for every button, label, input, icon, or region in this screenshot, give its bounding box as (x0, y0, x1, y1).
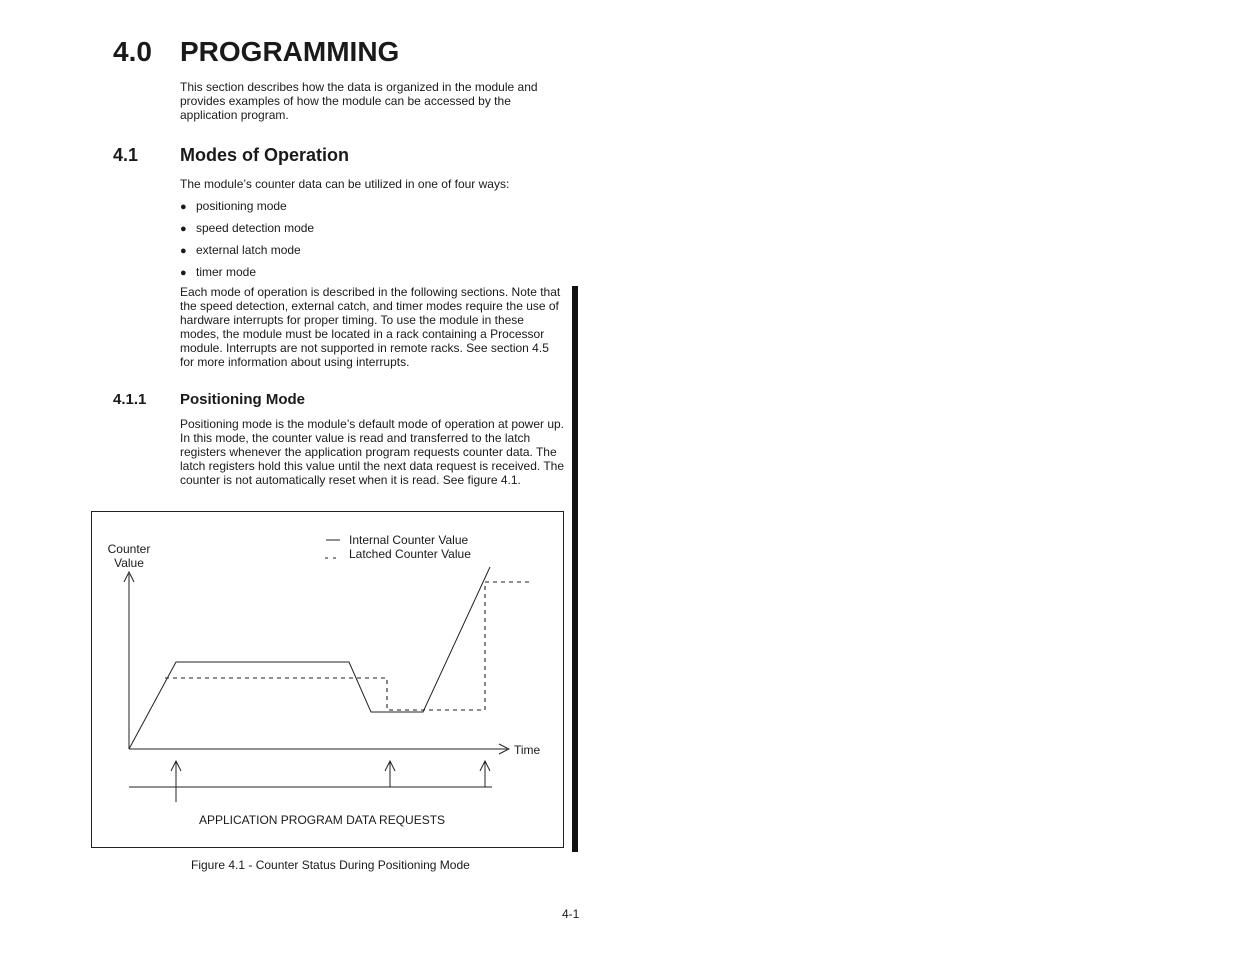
intro-paragraph: This section describes how the data is organized in the module and provides examples of how the module can be accessed by the application program. (180, 80, 538, 122)
y-axis-label-line1: Counter (107, 542, 151, 556)
subsection-number: 4.1 (113, 145, 139, 165)
y-axis-label-line2: Value (114, 556, 144, 570)
page-number: 4-1 (562, 907, 580, 921)
list-item (180, 199, 287, 214)
figure-box (91, 511, 564, 848)
bullet-icon: ● (180, 245, 187, 257)
list-item (180, 243, 301, 258)
list-item-label: external latch mode (196, 243, 301, 257)
subsubsection-title: Positioning Mode (180, 391, 305, 408)
subsection-title: Modes of Operation (180, 145, 350, 165)
bullet-icon: ● (180, 223, 187, 235)
list-item (180, 221, 314, 236)
list-item (180, 265, 256, 280)
figure-diagram (92, 512, 563, 847)
list-item-label: speed detection mode (196, 221, 315, 235)
x-axis-label: Time (514, 743, 541, 757)
requests-label: APPLICATION PROGRAM DATA REQUESTS (199, 813, 446, 827)
subsubsection-number: 4.1.1 (113, 391, 147, 408)
internal-counter-line (129, 567, 490, 749)
legend-internal-label: Internal Counter Value (349, 533, 469, 547)
change-bar (572, 286, 578, 852)
figure-caption: Figure 4.1 - Counter Status During Positioning Mode (191, 858, 470, 872)
section-number: 4.0 (113, 36, 152, 67)
latched-counter-line (165, 582, 531, 710)
list-item-label: positioning mode (196, 199, 287, 213)
legend-latched-label: Latched Counter Value (349, 547, 471, 561)
y-axis-label (106, 542, 152, 570)
modes-intro: The module’s counter data can be utilized in one of four ways: (180, 177, 510, 191)
section-title: PROGRAMMING (180, 36, 400, 67)
bullet-icon: ● (180, 201, 187, 213)
bullet-icon: ● (180, 267, 187, 279)
modes-note-paragraph: Each mode of operation is described in the following sections. Note that the speed detection, external catch, and timer modes require the use of hardware interrupts for proper timing. To use the module in these modes, the module must be located in a rack containing a Processor module. Interrupts are not supported in remote racks. See section 4.5 for more information about using interrupts. (180, 285, 561, 369)
positioning-paragraph: Positioning mode is the module’s default mode of operation at power up. In this mode, the counter value is read and transferred to the latch registers whenever the application program requests counter data. The latch registers hold this value until the next data request is received. The counter is not automatically reset when it is read. See figure 4.1. (180, 417, 565, 487)
list-item-label: timer mode (196, 265, 257, 279)
